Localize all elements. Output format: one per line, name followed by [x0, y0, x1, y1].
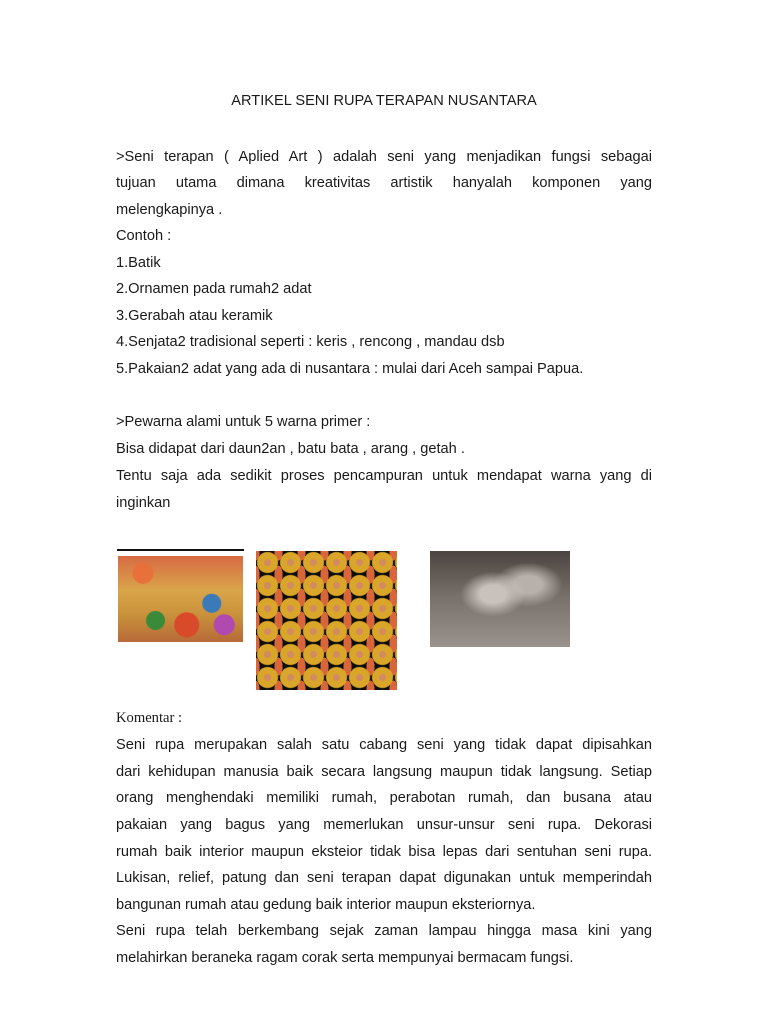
pewarna-line: Tentu saja ada sedikit proses pencampuran untuk mendapat warna yang di: [116, 468, 652, 484]
batik-pattern-image: [256, 551, 397, 690]
komentar-line: Seni rupa merupakan salah satu cabang seni yang tidak dapat dipisahkan: [116, 737, 652, 753]
komentar-line: dari kehidupan manusia baik secara langsung maupun tidak langsung. Setiap: [116, 764, 652, 780]
pewarna-line: Bisa didapat dari daun2an , batu bata , arang , getah .: [116, 441, 465, 457]
komentar-line: bangunan rumah atau gedung baik interior maupun eksteriornya.: [116, 897, 536, 913]
image-border-line: [117, 549, 244, 551]
komentar-line: rumah baik interior maupun eksteior tidak bisa lepas dari sentuhan seni rupa.: [116, 844, 652, 860]
contoh-item: 2.Ornamen pada rumah2 adat: [116, 281, 312, 297]
intro-line: tujuan utama dimana kreativitas artistik hanyalah komponen yang: [116, 175, 652, 191]
komentar-line: Lukisan, relief, patung dan seni terapan dapat digunakan untuk memperindah: [116, 870, 652, 886]
intro-line: >Seni terapan ( Aplied Art ) adalah seni yang menjadikan fungsi sebagai: [116, 149, 652, 165]
komentar-line: orang menghendaki memiliki rumah, perabotan rumah, dan busana atau: [116, 790, 652, 806]
komentar-label: Komentar :: [116, 710, 183, 726]
komentar-line: pakaian yang bagus yang memerlukan unsur-unsur seni rupa. Dekorasi: [116, 817, 652, 833]
komentar-line: Seni rupa telah berkembang sejak zaman lampau hingga masa kini yang: [116, 923, 652, 939]
pewarna-line: >Pewarna alami untuk 5 warna primer :: [116, 414, 371, 430]
komentar-line: melahirkan beraneka ragam corak serta mempunyai bermacam fungsi.: [116, 950, 574, 966]
relief-image: [430, 551, 570, 647]
pewarna-line: inginkan: [116, 495, 171, 511]
contoh-item: 5.Pakaian2 adat yang ada di nusantara : mulai dari Aceh sampai Papua.: [116, 361, 584, 377]
contoh-label: Contoh :: [116, 228, 172, 244]
contoh-item: 3.Gerabah atau keramik: [116, 308, 273, 324]
batik-painting-image: [118, 556, 243, 642]
contoh-item: 4.Senjata2 tradisional seperti : keris , rencong , mandau dsb: [116, 334, 505, 350]
intro-line: melengkapinya .: [116, 202, 223, 218]
page-title: ARTIKEL SENI RUPA TERAPAN NUSANTARA: [231, 93, 537, 109]
contoh-item: 1.Batik: [116, 255, 161, 271]
